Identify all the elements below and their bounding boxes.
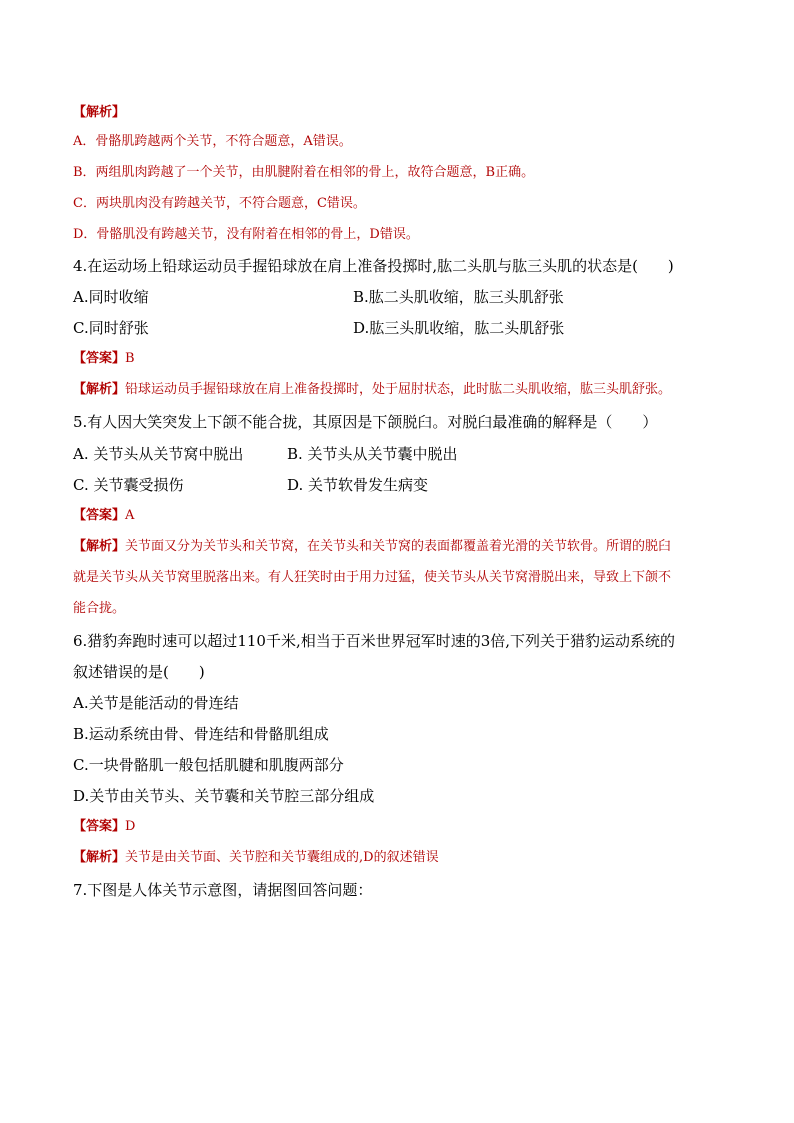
q6-option-d: D.关节由关节头、关节囊和关节腔三部分组成 [73,787,375,805]
q5-analysis-line-1: 关节面又分为关节头和关节窝，在关节头和关节窝的表面都覆盖着光滑的关节软骨。所谓的脱臼 [125,539,672,554]
q5-answer-tag: 【答案】 [73,508,126,523]
q4-answer [73,350,135,368]
q7-stem: 7.下图是人体关节示意图，请据图回答问题： [73,881,373,899]
q6-option-a: A.关节是能活动的骨连结 [73,694,239,712]
q6-analysis-text: 关节是由关节面、关节腔和关节囊组成的,D的叙述错误 [125,850,439,865]
q3-analysis-line-a: A．骨骼肌跨越两个关节，不符合题意，A错误。 [73,134,352,149]
q5-analysis [73,538,671,556]
q3-analysis-line-b: B．两组肌肉跨越了一个关节，由肌腱附着在相邻的骨上，故符合题意，B正确。 [73,165,535,180]
q4-answer-tag: 【答案】 [73,351,126,366]
q3-analysis-tag: 【解析】 [73,105,126,120]
q4-option-a: A.同时收缩 [73,288,149,306]
q4-answer-value: B [125,351,135,366]
q6-option-c: C.一块骨骼肌一般包括肌腱和肌腹两部分 [73,756,344,774]
q6-answer-value: D [125,819,136,834]
q5-analysis-tag: 【解析】 [73,539,126,554]
q6-analysis [73,849,439,867]
q5-stem: 5.有人因大笑突发上下颌不能合拢，其原因是下颌脱臼。对脱臼最准确的解释是（ ） [73,413,658,431]
q4-option-b: B.肱二头肌收缩，肱三头肌舒张 [353,288,564,306]
q4-analysis-text: 铅球运动员手握铅球放在肩上准备投掷时，处于屈肘状态，此时肱二头肌收缩，肱三头肌舒张。 [125,382,672,397]
q4-option-c: C.同时舒张 [73,319,149,337]
q5-option-d: D. 关节软骨发生病变 [287,476,429,494]
q6-answer-tag: 【答案】 [73,819,126,834]
q4-option-d: D.肱三头肌收缩，肱二头肌舒张 [353,319,565,337]
q5-analysis-line-2: 就是关节头从关节窝里脱落出来。有人狂笑时由于用力过猛，使关节头从关节窝滑脱出来，导致上下颌不 [73,570,672,585]
q5-option-a: A. 关节头从关节窝中脱出 [73,445,244,463]
q6-answer [73,818,135,836]
q6-option-b: B.运动系统由骨、骨连结和骨骼肌组成 [73,725,329,743]
q3-analysis-line-c: C．两块肌肉没有跨越关节，不符合题意，C错误。 [73,196,366,211]
q4-analysis-tag: 【解析】 [73,382,126,397]
q4-analysis [73,381,671,399]
q3-analysis-line-d: D．骨骼肌没有跨越关节，没有附着在相邻的骨上，D错误。 [73,227,419,242]
q6-stem-line-1: 6.猎豹奔跑时速可以超过110千米,相当于百米世界冠军时速的3倍,下列关于猎豹运动系统的 [73,632,676,650]
q6-analysis-tag: 【解析】 [73,850,126,865]
q6-stem-line-2: 叙述错误的是( ) [73,663,205,681]
q5-analysis-line-3: 能合拢。 [73,601,126,616]
q5-option-b: B. 关节头从关节囊中脱出 [287,445,458,463]
q4-stem: 4.在运动场上铅球运动员手握铅球放在肩上准备投掷时,肱二头肌与肱三头肌的状态是( ) [73,257,674,275]
q5-answer [73,507,134,525]
q5-option-c: C. 关节囊受损伤 [73,476,184,494]
q5-answer-value: A [125,508,135,523]
